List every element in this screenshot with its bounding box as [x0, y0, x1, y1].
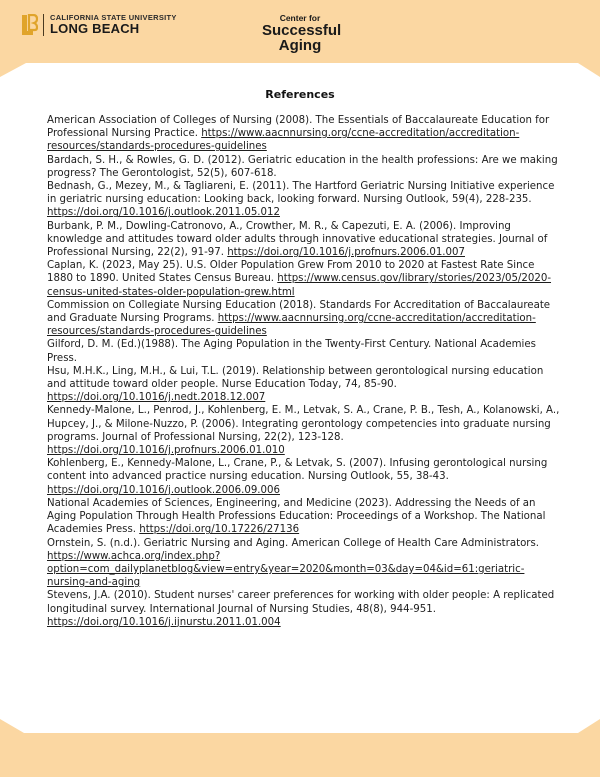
reference-link[interactable]: https://doi.org/10.1016/j.ijnurstu.2011.01.004 — [47, 616, 281, 628]
header-corner-right — [578, 63, 600, 77]
reference-entry — [47, 114, 562, 154]
reference-entry — [47, 457, 562, 497]
reference-link[interactable]: https://doi.org/10.1016/j.outlook.2011.05.012 — [47, 207, 280, 219]
reference-text: Kohlenberg, E., Kennedy-Malone, L., Crane, P., & Letvak, S. (2007). Infusing gerontological nursing content into advanced practice nursing education. Nursing Outlook, 55, 38-43. — [47, 458, 548, 483]
reference-text: Kennedy-Malone, L., Penrod, J., Kohlenberg, E. M., Letvak, S. A., Crane, P. B., Tesh, A., Kolanowski, A., Hupcey, J., & Milone-Nuzzo, P. (2006). Integrating gerontology competencies into graduate nursing programs. Journal of Professional Nursing, 22(2), 123-128. — [47, 405, 560, 443]
reference-link[interactable]: https://doi.org/10.1016/j.profnurs.2006.01.010 — [47, 445, 285, 457]
reference-entry — [47, 589, 562, 629]
header-corner-left — [0, 63, 26, 77]
university-name-line2: LONG BEACH — [50, 21, 140, 36]
reference-entry — [47, 299, 562, 339]
csulb-logo[interactable] — [20, 13, 177, 36]
reference-link[interactable]: https://doi.org/10.1016/j.profnurs.2006.01.007 — [227, 247, 465, 259]
center-name-line2: Successful — [262, 22, 342, 39]
reference-entry — [47, 404, 562, 457]
reference-link[interactable]: https://www.census.gov/library/stories/2023/05/2020-census-united-states-older-population-grew.html — [47, 273, 552, 298]
center-name-line1: Center for — [279, 13, 321, 23]
reference-entry — [47, 537, 562, 590]
reference-text: Stevens, J.A. (2010). Student nurses' career preferences for working with older people: A replicated longitudinal survey. International Journal of Nursing Studies, 48(8), 944-951. — [47, 590, 555, 615]
reference-link[interactable]: https://www.aacnnursing.org/ccne-accreditation/accreditation-resources/standards-procedures-guidelines — [47, 313, 536, 338]
reference-link[interactable]: https://doi.org/10.1016/j.nedt.2018.12.007 — [47, 392, 266, 404]
reference-text: Bardach, S. H., & Rowles, G. D. (2012). Geriatric education in the health professions: Are we making progress? The Gerontologist, 52(5), 607-618. — [47, 154, 558, 179]
reference-text: Caplan, K. (2023, May 25). U.S. Older Population Grew From 2010 to 2020 at Fastest Rate Since 1880 to 1890. United States Census Bureau. — [47, 260, 535, 285]
references-list — [47, 114, 562, 629]
reference-link[interactable]: https://www.achca.org/index.php?option=com_dailyplanetblog&view=entry&year=2020&month=03&day=04&id=61:geriatric-nursing-and-aging — [47, 550, 525, 589]
reference-link[interactable]: https://www.aacnnursing.org/ccne-accreditation/accreditation-resources/standards-procedures-guidelines — [47, 128, 520, 153]
reference-entry — [47, 154, 562, 180]
center-name-line3: Aging — [278, 37, 322, 54]
footer-corner-right — [578, 719, 600, 733]
logo-divider — [43, 14, 44, 36]
university-name-line1: CALIFORNIA STATE UNIVERSITY — [50, 13, 177, 22]
reference-text: Gilford, D. M. (Ed.)(1988). The Aging Population in the Twenty-First Century. National Academies Press. — [47, 339, 536, 364]
reference-text: Hsu, M.H.K., Ling, M.H., & Lui, T.L. (2019). Relationship between gerontological nursing education and attitude toward older people. Nurse Education Today, 74, 85-90. — [47, 365, 544, 391]
reference-entry — [47, 497, 562, 537]
reference-text: Burbank, P. M., Dowling-Catronovo, A., Crowther, M. R., & Capezuti, E. A. (2006). Improving knowledge and attitudes toward older adults through innovative educational strategies. Journal of Professional Nursing, 22(2), 91-97. — [47, 220, 548, 259]
reference-entry — [47, 180, 562, 220]
center-for-successful-aging-logo[interactable] — [262, 13, 342, 54]
reference-entry — [47, 220, 562, 260]
reference-entry — [47, 338, 562, 364]
reference-text: American Association of Colleges of Nursing (2008). The Essentials of Baccalaureate Education for Professional Nursing Practice. — [47, 115, 550, 140]
reference-text: National Academies of Sciences, Engineering, and Medicine (2023). Addressing the Needs of an Aging Population Through Health Professions Education: Proceedings of a Workshop. The National Academies Press. — [47, 497, 546, 536]
reference-link[interactable]: https://doi.org/10.17226/27136 — [139, 524, 300, 536]
reference-link[interactable]: https://doi.org/10.1016/j.outlook.2006.09.006 — [47, 484, 280, 496]
reference-text: Commission on Collegiate Nursing Education (2018). Standards For Accreditation of Baccalaureate and Graduate Nursing Programs. — [47, 299, 551, 325]
page-title: References — [265, 88, 335, 101]
footer-corner-left — [0, 719, 24, 733]
reference-text: Ornstein, S. (n.d.). Geriatric Nursing and Aging. American College of Health Care Administrators. — [47, 537, 540, 549]
reference-text: Bednash, G., Mezey, M., & Tagliareni, E. (2011). The Hartford Geriatric Nursing Initiative experience in geriatric nursing education: Looking back, looking forward. Nursing Outlook, 59(4), 228-235. — [47, 181, 555, 206]
footer-band — [0, 733, 600, 777]
lb-monogram-icon — [20, 14, 38, 36]
reference-entry — [47, 259, 562, 299]
reference-entry — [47, 365, 562, 405]
